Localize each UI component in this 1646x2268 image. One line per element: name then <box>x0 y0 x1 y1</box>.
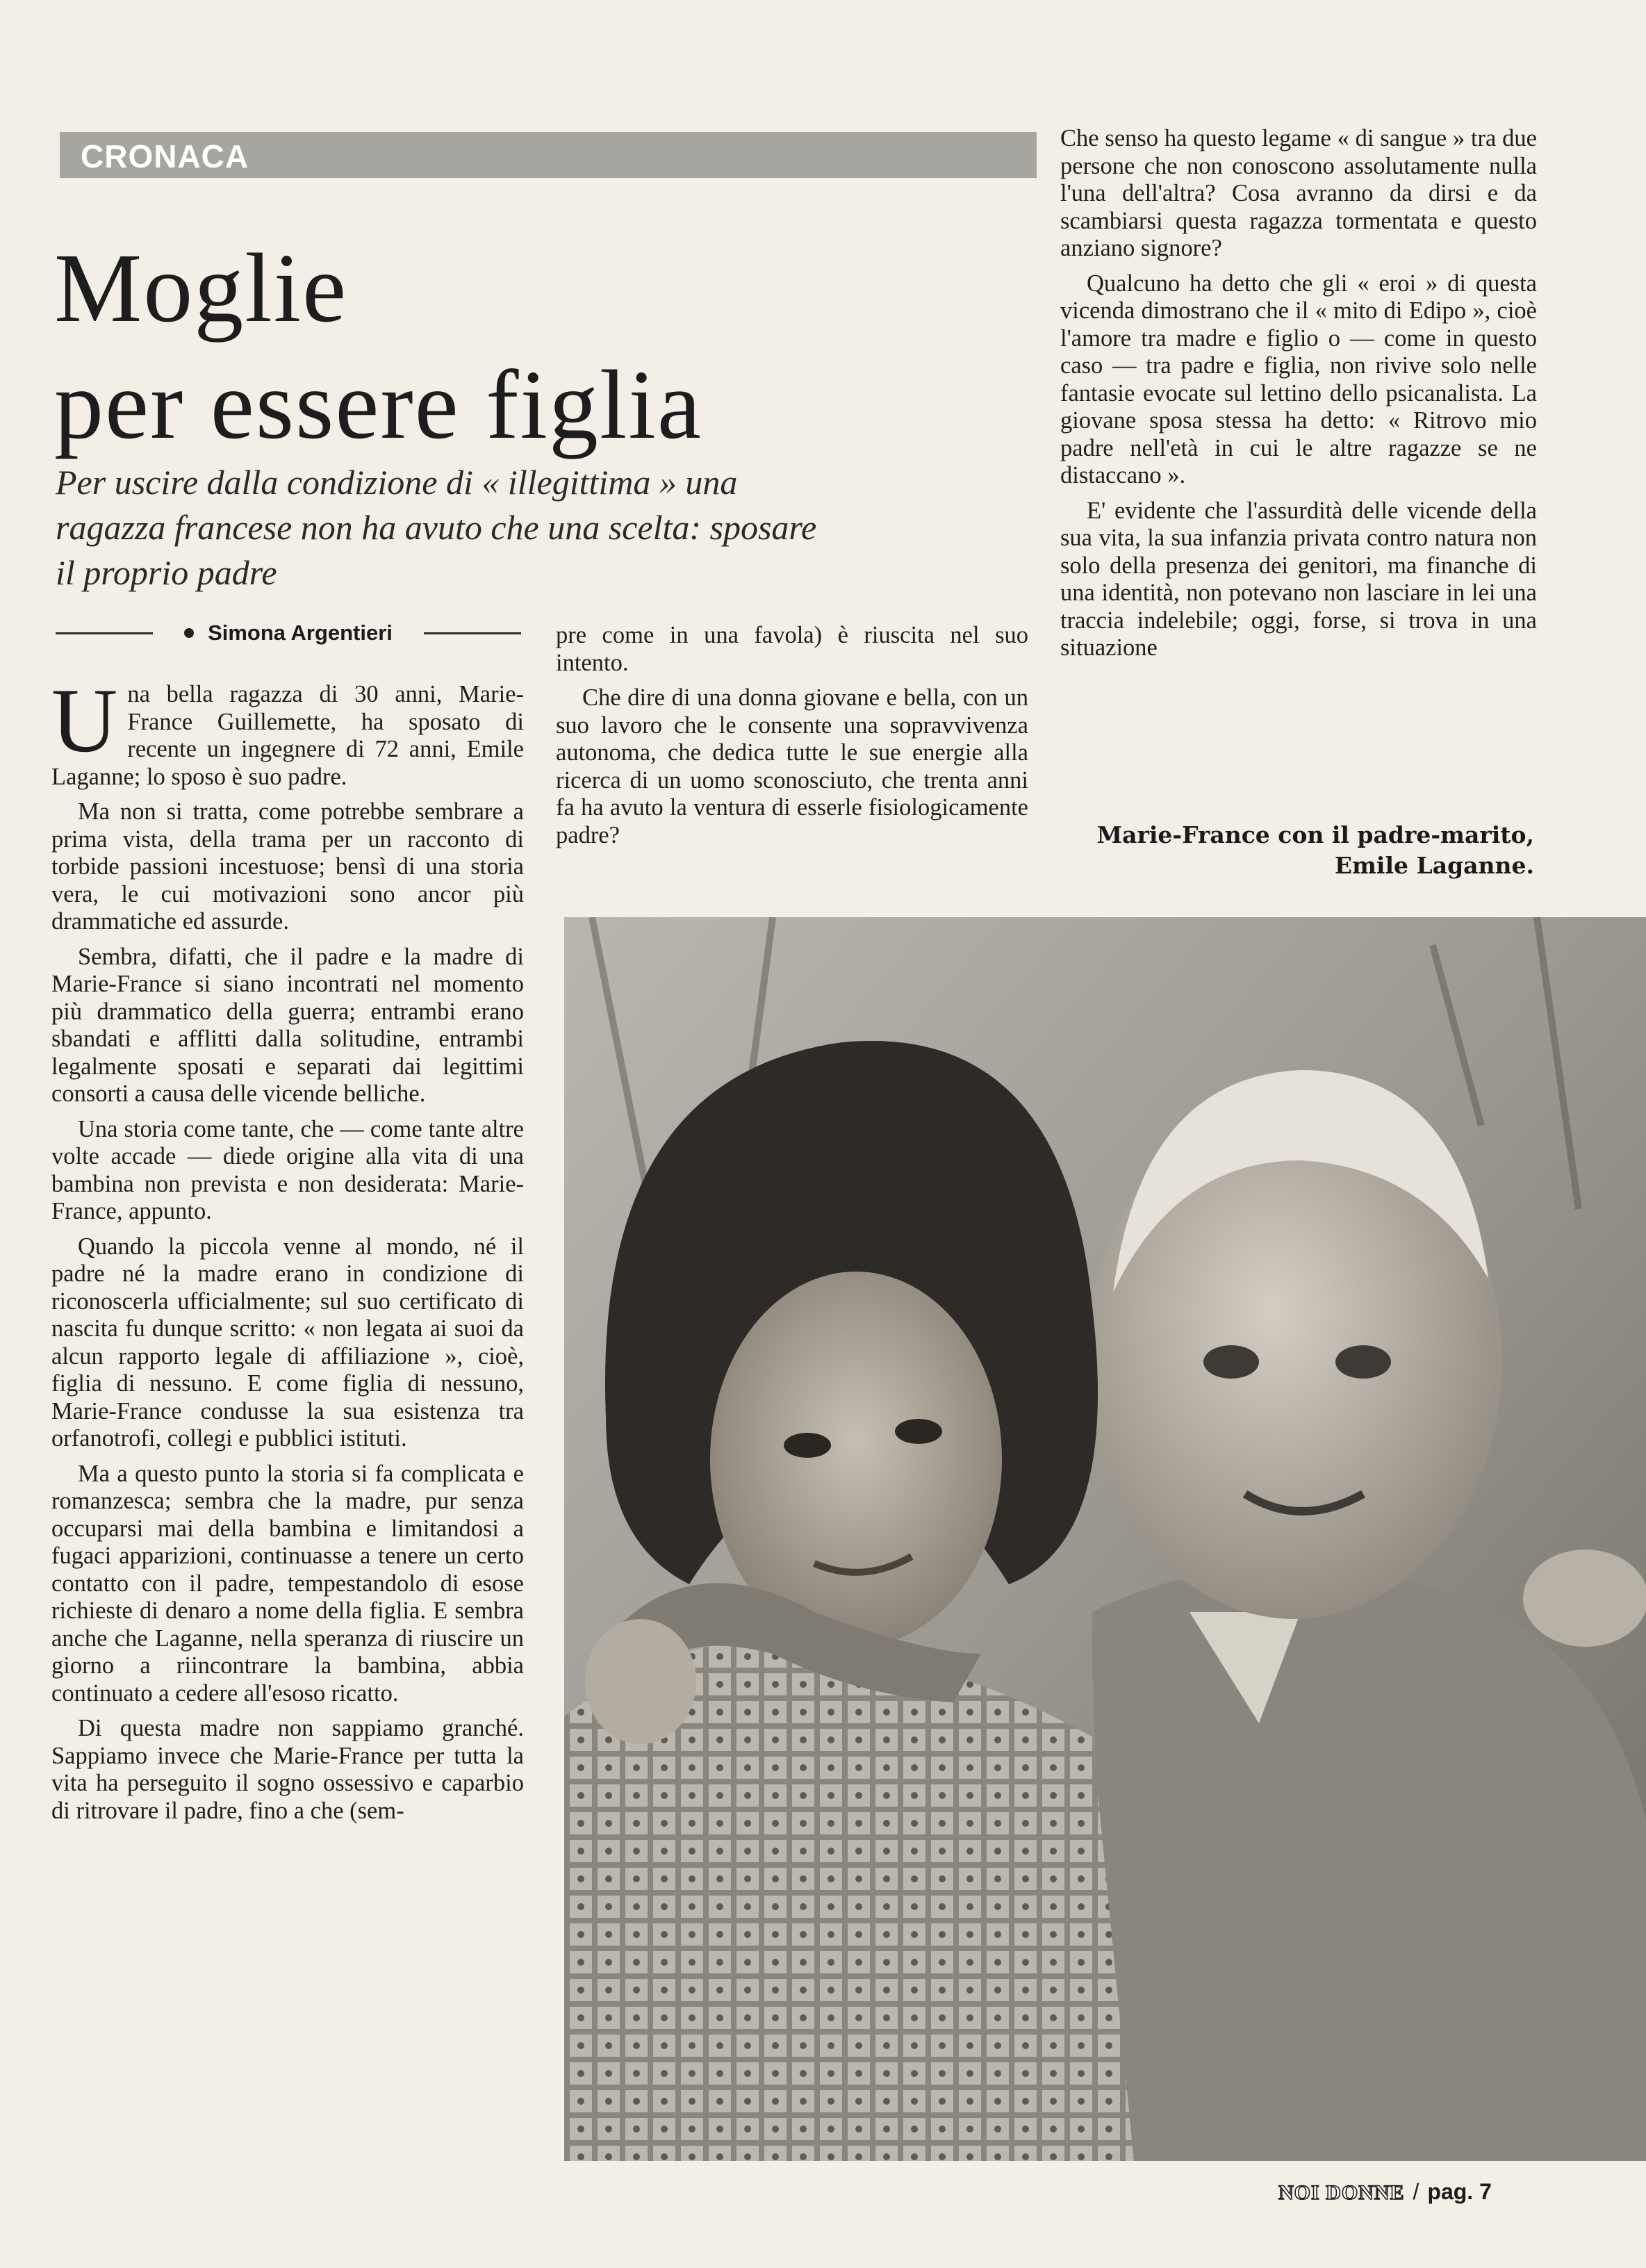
photo-illustration <box>564 917 1646 2161</box>
article-column-3 <box>1060 125 1537 662</box>
page-footer <box>1278 2179 1584 2210</box>
article-column-1 <box>51 669 524 1825</box>
author-name: Simona Argentieri <box>208 621 393 645</box>
byline <box>56 617 521 649</box>
caption-line-2: Emile Laganne. <box>1334 852 1534 879</box>
subheadline: Per uscire dalla condizione di « illegittima » una ragazza francese non ha avuto che una scelta: sposare il proprio padre <box>56 463 817 592</box>
paragraph: Sembra, difatti, che il padre e la madre di Marie-France si siano incontrati nel momento più drammatico della guerra; entrambi erano sbandati e afflitti dalla solitudine, entrambi legalmente sposati e separati dai legittimi consorti a causa delle vicende belliche. <box>51 943 524 1107</box>
byline-rule-left <box>56 632 153 634</box>
section-bar <box>60 132 1037 178</box>
headline <box>54 229 888 463</box>
paragraph: Di questa madre non sappiamo granché. Sappiamo invece che Marie-France per tutta la vita ha perseguito il sogno ossessivo e caparbio di ritrovare il padre, fino a che (sem- <box>51 1715 524 1824</box>
paragraph: Una bella ragazza di 30 anni, Marie-France Guillemette, ha sposato di recente un ingegnere di 72 anni, Emile Laganne; lo sposo è suo padre. <box>51 669 524 790</box>
paragraph: pre come in una favola) è riuscita nel suo intento. <box>556 622 1028 676</box>
byline-rule-right <box>424 632 521 634</box>
footer-separator: / <box>1413 2179 1419 2204</box>
drop-cap: U <box>51 669 118 771</box>
paragraph: Ma a questo punto la storia si fa complicata e romanzesca; sembra che la madre, pur senza occuparsi mai della bambina e limitandosi a fugaci apparizioni, continuasse a tenere un certo contatto con il padre, tempestandolo di esose richieste di denaro a nome della figlia. E sembra anche che Laganne, nella speranza di riuscire un giorno a riincontrare la bambina, abbia continuato a cedere all'esoso ricatto. <box>51 1460 524 1707</box>
caption-line-1: Marie-France con il padre-marito, <box>1096 821 1534 848</box>
magazine-logo: NOI DONNE <box>1278 2181 1405 2204</box>
photo-caption <box>1060 820 1534 881</box>
couple-photo <box>564 917 1646 2161</box>
paragraph: Ma non si tratta, come potrebbe sembrare a prima vista, della trama per un racconto di torbide passioni incestuose; bensì di una storia vera, le cui motivazioni sono ancor più drammatiche ed assurde. <box>51 798 524 935</box>
paragraph: Che senso ha questo legame « di sangue » tra due persone che non conoscono assolutamente nulla l'una dell'altra? Cosa avranno da dirsi e da scambiarsi questa ragazza tormentata e questo anziano signore? <box>1060 125 1537 261</box>
paragraph: Quando la piccola venne al mondo, né il padre né la madre erano in condizione di riconoscerla ufficialmente; sul suo certificato di nascita fu dunque scritto: « non legata ai suoi da alcun rapporto legale di affiliazione », cioè, figlia di nessuno. E come figlia di nessuno, Marie-France condusse la sua esistenza tra orfanotrofi, collegi e pubblici istituti. <box>51 1233 524 1452</box>
section-label: CRONACA <box>81 138 249 174</box>
paragraph: Che dire di una donna giovane e bella, con un suo lavoro che le consente una sopravvivenza autonoma, che dedica tutte le sue energie alla ricerca di un uomo sconosciuto, che trenta anni fa ha avuto la ventura di esserle fisiologicamente padre? <box>556 684 1028 848</box>
article-column-2 <box>556 622 1028 849</box>
paragraph: E' evidente che l'assurdità delle vicende della sua vita, la sua infanzia privata contro natura non solo della presenza dei genitori, ma finanche di una identità, non potevano non lasciare in lei una traccia indelebile; oggi, forse, si trova in una situazione <box>1060 497 1537 661</box>
page-number: pag. 7 <box>1427 2179 1492 2204</box>
paragraph: Qualcuno ha detto che gli « eroi » di questa vicenda dimostrano che il « mito di Edipo », cioè l'amore tra madre e figlio o — come in questo caso — tra padre e figlia, non rivive solo nelle fantasie evocate sul lettino dello psicanalista. La giovane sposa stessa ha detto: « Ritrovo mio padre nell'età in cui le altre ragazze se ne distaccano ». <box>1060 270 1537 488</box>
paragraph: Una storia come tante, che — come tante altre volte accade — diede origine alla vita di una bambina non prevista e non desiderata: Marie-France, appunto. <box>51 1115 524 1224</box>
bullet-icon <box>184 628 194 638</box>
headline-line-1: Moglie <box>54 233 348 343</box>
headline-line-2: per essere figlia <box>54 350 702 459</box>
